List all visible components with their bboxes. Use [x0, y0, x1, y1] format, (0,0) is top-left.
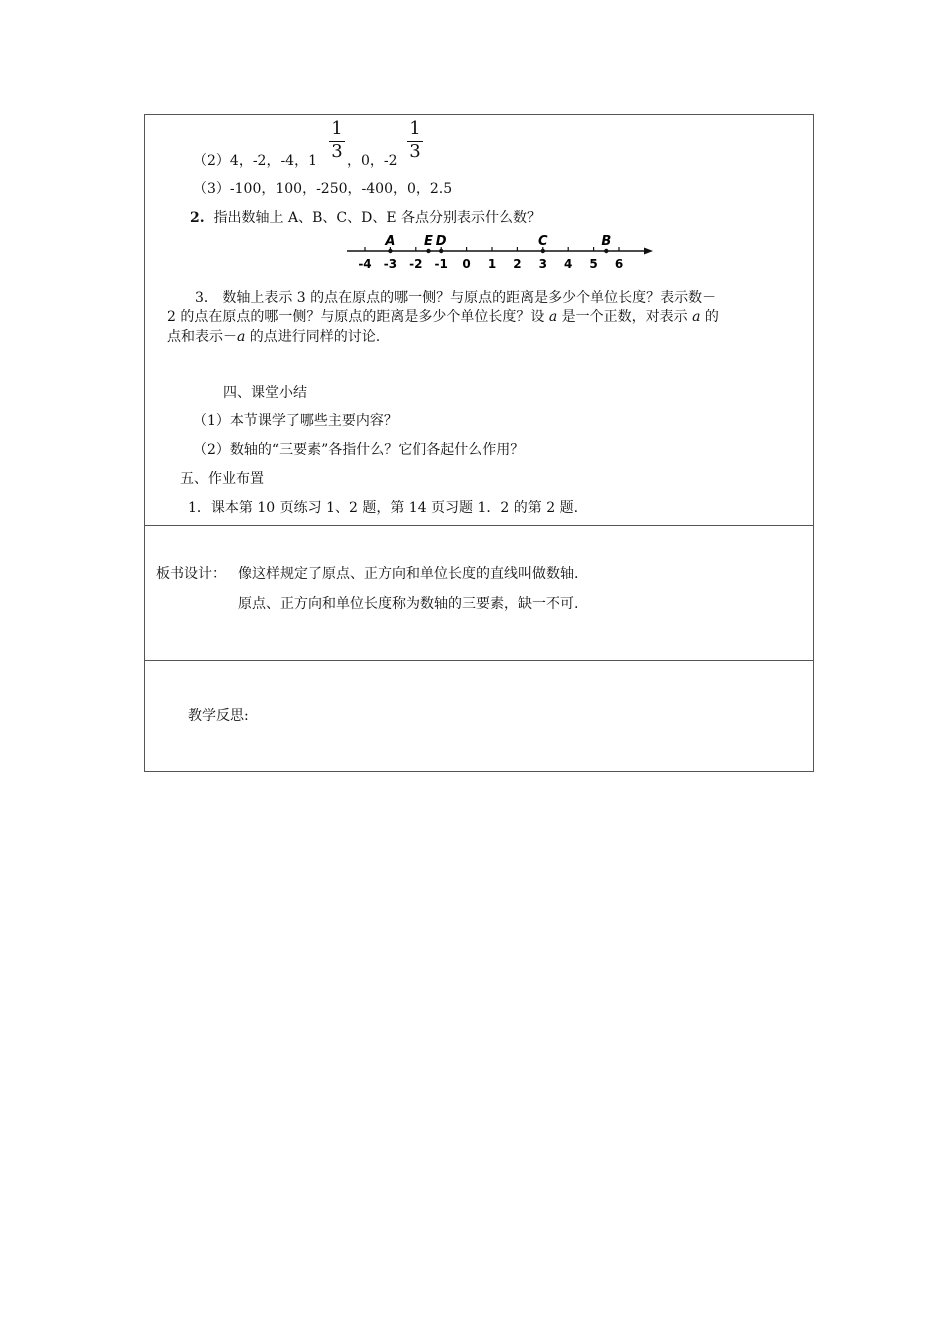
- number-line-point-c: [541, 249, 545, 253]
- fraction-2-denominator: 3: [409, 141, 421, 162]
- fraction-1-denominator: 3: [331, 141, 343, 162]
- homework-item: 1．课本第 10 页练习 1、2 题，第 14 页习题 1．2 的第 2 题.: [188, 500, 579, 516]
- number-line-point-b: [604, 249, 608, 253]
- number-line-tick-label: -3: [383, 257, 398, 271]
- item2-prefix: （2）4，-2，-4，1: [193, 153, 317, 169]
- fraction-2: [407, 119, 423, 164]
- exercise-item-2: [193, 152, 317, 170]
- q3-line3-pre: 点和表示－: [167, 329, 237, 345]
- exercise-row: [145, 115, 813, 526]
- number-line-tick-label: 0: [462, 257, 471, 271]
- number-line-point-d: [439, 249, 443, 253]
- exercise-item-3: （3）-100，100，-250，-400，0，2.5: [193, 181, 453, 197]
- q3-line2-pre: 2 的点在原点的哪一侧？与原点的距离是多少个单位长度？设: [167, 309, 549, 325]
- number-line: [341, 233, 661, 275]
- number-line-tick-label: 4: [564, 257, 573, 271]
- board-design-line-2: 原点、正方向和单位长度称为数轴的三要素，缺一不可.: [238, 596, 579, 612]
- q3-line2-mid: 是一个正数，对表示: [557, 309, 693, 325]
- fraction-1-numerator: 1: [329, 119, 345, 142]
- q3-variable-a: a: [237, 329, 246, 345]
- q3-variable-a: a: [548, 309, 558, 325]
- fraction-1: [329, 119, 345, 164]
- board-design-label: 板书设计：: [156, 566, 226, 582]
- homework-heading: 五、作业布置: [180, 471, 264, 487]
- number-line-tick-label: 6: [614, 257, 624, 271]
- number-line-point-label: D: [435, 234, 447, 249]
- reflection-row: [145, 661, 813, 772]
- board-design-row: [145, 526, 813, 661]
- number-line-tick-label: 1: [487, 257, 497, 271]
- number-line-point-label: E: [424, 234, 433, 249]
- number-line-tick-label: -1: [434, 257, 448, 271]
- summary-question-1: （1）本节课学了哪些主要内容？: [193, 413, 398, 429]
- question-2-text: 指出数轴上 A、B、C、D、E 各点分别表示什么数？: [213, 210, 541, 226]
- number-line-point-e: [426, 249, 430, 253]
- question-2: [190, 209, 541, 227]
- fraction-2-numerator: 1: [407, 119, 423, 142]
- number-line-tick-label: 3: [538, 257, 547, 271]
- number-line-point-label: C: [538, 234, 548, 249]
- summary-heading: 四、课堂小结: [223, 385, 307, 401]
- q3-variable-a: a: [692, 309, 701, 325]
- question-3-line-2: [167, 308, 719, 326]
- question-2-number: 2.: [190, 210, 205, 226]
- number-line-point-label: B: [601, 234, 612, 249]
- number-line-tick-label: -4: [358, 257, 372, 271]
- question-3-line-3: [167, 328, 380, 346]
- number-line-arrow-icon: [644, 248, 653, 255]
- q3-line3-post: 的点进行同样的讨论.: [245, 329, 381, 345]
- number-line-point-a: [388, 249, 392, 253]
- item2-middle: ，0，-2: [347, 153, 398, 169]
- board-design-line-1: 像这样规定了原点、正方向和单位长度的直线叫做数轴.: [238, 566, 579, 582]
- number-line-tick-label: -2: [409, 257, 423, 271]
- teaching-reflection-label: 教学反思:: [188, 708, 249, 724]
- q3-line2-post: 的: [700, 309, 719, 325]
- number-line-tick-label: 2: [513, 257, 522, 271]
- question-3-line-1: 3． 数轴上表示 3 的点在原点的哪一侧？与原点的距离是多少个单位长度？表示数－: [195, 290, 717, 306]
- number-line-tick-label: 5: [589, 257, 598, 271]
- summary-question-2: （2）数轴的“三要素”各指什么？它们各起什么作用？: [193, 442, 525, 458]
- number-line-point-label: A: [385, 234, 396, 249]
- lesson-table: [144, 114, 814, 772]
